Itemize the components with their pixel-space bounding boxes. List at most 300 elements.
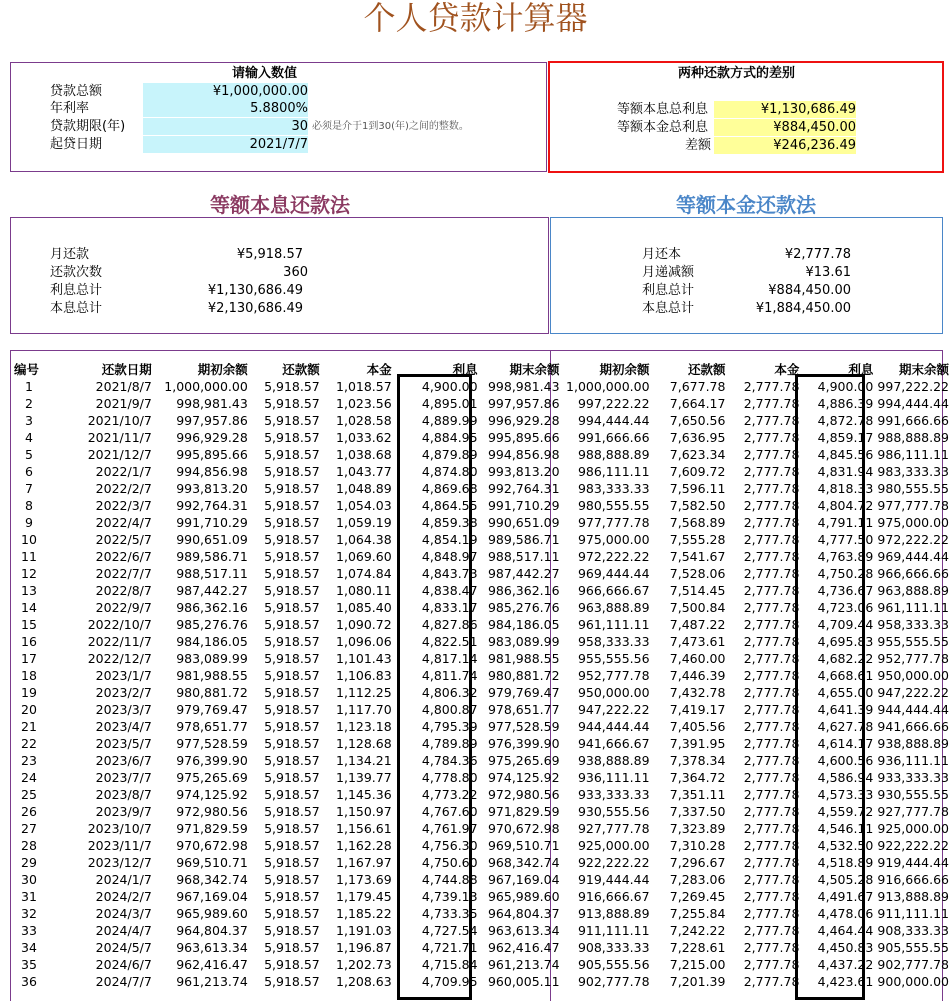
table-cell: 7,391.95 (669, 736, 726, 751)
table-cell: 941,666.67 (577, 736, 650, 751)
table-cell: 10 (21, 532, 37, 547)
table-cell: 2023/12/7 (87, 855, 152, 870)
table-cell: 2022/2/7 (95, 481, 152, 496)
table-cell: 968,342.74 (487, 855, 560, 870)
table-cell: 4,778.80 (421, 770, 478, 785)
monthly-payment-value: ¥5,918.57 (236, 247, 303, 262)
table-cell: 7,310.28 (669, 838, 726, 853)
table-cell: 7,405.56 (669, 719, 726, 734)
table-cell: 958,333.33 (877, 617, 949, 632)
table-cell: 983,333.33 (877, 464, 949, 479)
table-cell: 967,169.04 (487, 872, 560, 887)
input-heading: 请输入数值 (232, 66, 298, 81)
table-cell: 4,682.22 (817, 651, 874, 666)
page-title: 个人贷款计算器 (363, 0, 588, 37)
table-cell: 2023/6/7 (95, 753, 152, 768)
table-cell: 4,478.06 (817, 906, 874, 921)
table-cell: 988,517.11 (487, 549, 560, 564)
table-cell: 4,822.51 (421, 634, 478, 649)
table-cell: 2 (25, 396, 33, 411)
table-cell: 7,255.84 (669, 906, 726, 921)
table-cell: 4,464.44 (817, 923, 874, 938)
table-cell: 992,764.31 (487, 481, 560, 496)
table-cell: 4,532.50 (817, 838, 874, 853)
table-cell: 1,000,000.00 (164, 379, 248, 394)
table-cell: 2,777.78 (743, 889, 800, 904)
table-cell: 4,423.61 (817, 974, 874, 989)
table-cell: 969,444.44 (577, 566, 650, 581)
table-cell: 1,167.97 (336, 855, 392, 870)
table-cell: 1,074.84 (336, 566, 392, 581)
table-cell: 944,444.44 (877, 702, 949, 717)
table-cell: 2,777.78 (743, 379, 800, 394)
table-cell: 4,763.89 (817, 549, 874, 564)
table-cell: 5,918.57 (264, 838, 320, 853)
table-cell: 12 (21, 566, 37, 581)
table-cell: 7,500.84 (669, 600, 726, 615)
table-cell: 4,744.88 (421, 872, 478, 887)
table-cell: 5,918.57 (264, 498, 320, 513)
table-cell: 2,777.78 (743, 549, 800, 564)
table-cell: 972,980.56 (176, 804, 248, 819)
equal-installment-interest-label: 等额本息总利息 (617, 102, 709, 117)
table-cell: 1,185.22 (336, 906, 392, 921)
table-cell: 22 (21, 736, 37, 751)
table-cell: 998,981.43 (176, 396, 248, 411)
table-cell: 4,586.94 (817, 770, 874, 785)
table-cell: 4,627.78 (817, 719, 874, 734)
equal-principal-title: 等额本金还款法 (676, 193, 816, 217)
table-cell: 1,101.43 (336, 651, 392, 666)
table-cell: 991,710.29 (487, 498, 560, 513)
table-cell: 975,265.69 (487, 753, 560, 768)
table-cell: 991,666.66 (577, 430, 650, 445)
table-cell: 2023/3/7 (95, 702, 152, 717)
loan-amount-field[interactable]: ¥1,000,000.00 (143, 83, 308, 100)
monthly-principal-value: ¥2,777.78 (784, 247, 851, 262)
table-cell: 1,018.57 (336, 379, 392, 394)
table-cell: 1,000,000.00 (566, 379, 650, 394)
table-cell: 4,864.55 (421, 498, 478, 513)
table-cell: 978,651.77 (487, 702, 560, 717)
table-cell: 972,222.22 (577, 549, 650, 564)
table-cell: 2,777.78 (743, 566, 800, 581)
table-cell: 4,736.67 (817, 583, 874, 598)
table-cell: 911,111.11 (577, 923, 650, 938)
table-cell: 7,296.67 (669, 855, 726, 870)
table-cell: 984,186.05 (487, 617, 560, 632)
table-cell: 922,222.22 (877, 838, 949, 853)
table-cell: 2023/7/7 (95, 770, 152, 785)
table-cell: 4,773.22 (421, 787, 478, 802)
table-cell: 1,145.36 (336, 787, 392, 802)
table-cell: 974,125.92 (487, 770, 560, 785)
table-cell: 976,399.90 (176, 753, 248, 768)
table-cell: 908,333.33 (577, 940, 650, 955)
table-cell: 947,222.22 (877, 685, 949, 700)
table-cell: 911,111.11 (877, 906, 949, 921)
table-cell: 971,829.59 (487, 804, 560, 819)
table-cell: 2023/8/7 (95, 787, 152, 802)
table-cell: 2,777.78 (743, 583, 800, 598)
table-cell: 4,811.74 (421, 668, 478, 683)
table-cell: 1,162.28 (336, 838, 392, 853)
table-cell: 950,000.00 (577, 685, 650, 700)
table-cell: 4,886.39 (817, 396, 874, 411)
table-cell: 4,784.36 (421, 753, 478, 768)
table-cell: 980,881.72 (487, 668, 560, 683)
table-cell: 4,843.73 (421, 566, 478, 581)
table-cell: 975,265.69 (176, 770, 248, 785)
table-cell: 1,023.56 (336, 396, 392, 411)
table-cell: 1 (25, 379, 33, 394)
table-cell: 991,710.29 (176, 515, 248, 530)
loan-term-field[interactable]: 30 (143, 118, 308, 135)
payment-count-label: 还款次数 (50, 265, 103, 280)
table-cell: 5,918.57 (264, 719, 320, 734)
table-cell: 8 (25, 498, 33, 513)
column-header: 利息 (848, 362, 874, 377)
table-cell: 2022/4/7 (95, 515, 152, 530)
table-cell: 989,586.71 (487, 532, 560, 547)
table-cell: 1,085.40 (336, 600, 392, 615)
table-cell: 983,089.99 (487, 634, 560, 649)
column-header: 还款日期 (101, 362, 152, 377)
table-cell: 4,800.87 (421, 702, 478, 717)
table-cell: 7,201.39 (669, 974, 726, 989)
monthly-decrease-label: 月递减额 (642, 265, 695, 280)
table-cell: 4,756.30 (421, 838, 478, 853)
table-cell: 963,613.34 (487, 923, 560, 938)
table-cell: 2,777.78 (743, 719, 800, 734)
table-cell: 983,089.99 (176, 651, 248, 666)
table-cell: 4,573.33 (817, 787, 874, 802)
table-cell: 1,150.97 (336, 804, 392, 819)
table-cell: 7,337.50 (669, 804, 726, 819)
table-cell: 980,555.55 (577, 498, 650, 513)
table-cell: 980,555.55 (877, 481, 949, 496)
table-cell: 992,764.31 (176, 498, 248, 513)
table-cell: 2,777.78 (743, 923, 800, 938)
table-cell: 5,918.57 (264, 872, 320, 887)
table-cell: 4,709.95 (421, 974, 478, 989)
table-cell: 988,517.11 (176, 566, 248, 581)
table-cell: 4,806.32 (421, 685, 478, 700)
table-cell: 3 (25, 413, 33, 428)
table-cell: 24 (21, 770, 37, 785)
table-cell: 913,888.89 (877, 889, 949, 904)
table-cell: 1,064.38 (336, 532, 392, 547)
table-cell: 7,677.78 (669, 379, 726, 394)
interest-column-highlight-right (795, 374, 865, 1000)
table-cell: 9 (25, 515, 33, 530)
table-cell: 4,668.61 (817, 668, 874, 683)
table-cell: 979,769.47 (176, 702, 248, 717)
column-header: 本金 (366, 362, 392, 377)
monthly-principal-label: 月还本 (642, 247, 682, 262)
table-cell: 963,613.34 (176, 940, 248, 955)
table-cell: 994,856.98 (487, 447, 560, 462)
table-cell: 916,666.67 (577, 889, 650, 904)
table-cell: 900,000.00 (877, 974, 949, 989)
equal-installment-interest-value: ¥1,130,686.49 (714, 101, 856, 118)
table-cell: 916,666.66 (877, 872, 949, 887)
difference-label: 差额 (685, 138, 712, 153)
table-cell: 27 (21, 821, 37, 836)
table-cell: 1,048.89 (336, 481, 392, 496)
table-cell: 985,276.76 (176, 617, 248, 632)
table-cell: 984,186.05 (176, 634, 248, 649)
table-cell: 969,444.44 (877, 549, 949, 564)
table-cell: 31 (21, 889, 37, 904)
table-cell: 997,222.22 (877, 379, 949, 394)
table-cell: 15 (21, 617, 37, 632)
table-cell: 4,845.56 (817, 447, 874, 462)
table-cell: 2,777.78 (743, 600, 800, 615)
table-cell: 970,672.98 (176, 838, 248, 853)
table-cell: 4,879.89 (421, 447, 478, 462)
table-cell: 989,586.71 (176, 549, 248, 564)
table-cell: 981,988.55 (176, 668, 248, 683)
table-cell: 2021/12/7 (87, 447, 152, 462)
table-cell: 2024/7/7 (95, 974, 152, 989)
table-cell: 30 (21, 872, 37, 887)
table-cell: 990,651.09 (487, 515, 560, 530)
table-cell: 2,777.78 (743, 481, 800, 496)
table-cell: 7,541.67 (669, 549, 726, 564)
table-cell: 1,033.62 (336, 430, 392, 445)
table-cell: 986,362.16 (487, 583, 560, 598)
table-cell: 4,709.44 (817, 617, 874, 632)
table-cell: 1,054.03 (336, 498, 392, 513)
table-cell: 961,111.11 (877, 600, 949, 615)
table-cell: 2022/12/7 (87, 651, 152, 666)
table-cell: 981,988.55 (487, 651, 560, 666)
table-cell: 4,874.80 (421, 464, 478, 479)
table-cell: 7,351.11 (669, 787, 726, 802)
table-cell: 7,432.78 (669, 685, 726, 700)
table-cell: 5 (25, 447, 33, 462)
table-cell: 7,528.06 (669, 566, 726, 581)
table-cell: 5,918.57 (264, 787, 320, 802)
table-cell: 1,106.83 (336, 668, 392, 683)
table-cell: 7,446.39 (669, 668, 726, 683)
table-cell: 994,444.44 (877, 396, 949, 411)
table-cell: 5,918.57 (264, 447, 320, 462)
right-total-interest-label: 利息总计 (642, 283, 695, 298)
table-cell: 5,918.57 (264, 617, 320, 632)
table-cell: 2,777.78 (743, 430, 800, 445)
table-cell: 4,859.38 (421, 515, 478, 530)
table-cell: 972,980.56 (487, 787, 560, 802)
table-cell: 4,518.89 (817, 855, 874, 870)
right-total-sum-label: 本息总计 (642, 301, 695, 316)
table-cell: 5,918.57 (264, 549, 320, 564)
table-cell: 7,664.17 (669, 396, 726, 411)
table-cell: 5,918.57 (264, 396, 320, 411)
table-cell: 17 (21, 651, 37, 666)
table-cell: 2023/5/7 (95, 736, 152, 751)
table-cell: 4,559.72 (817, 804, 874, 819)
table-cell: 1,134.21 (336, 753, 392, 768)
loan-amount-label: 贷款总额 (50, 84, 103, 99)
table-cell: 961,213.74 (487, 957, 560, 972)
table-cell: 2024/4/7 (95, 923, 152, 938)
table-cell: 4,895.01 (421, 396, 478, 411)
table-cell: 1,080.11 (336, 583, 392, 598)
table-cell: 5,918.57 (264, 634, 320, 649)
table-cell: 919,444.44 (877, 855, 949, 870)
table-cell: 952,777.78 (877, 651, 949, 666)
table-cell: 1,123.18 (336, 719, 392, 734)
table-cell: 7,650.56 (669, 413, 726, 428)
table-cell: 7,269.45 (669, 889, 726, 904)
table-cell: 987,442.27 (487, 566, 560, 581)
table-cell: 2,777.78 (743, 617, 800, 632)
table-cell: 5,918.57 (264, 889, 320, 904)
table-cell: 962,416.47 (487, 940, 560, 955)
table-cell: 4 (25, 430, 33, 445)
table-cell: 975,000.00 (877, 515, 949, 530)
table-cell: 7,596.11 (669, 481, 726, 496)
table-cell: 919,444.44 (577, 872, 650, 887)
table-cell: 7,636.95 (669, 430, 726, 445)
table-cell: 5,918.57 (264, 668, 320, 683)
table-cell: 970,672.98 (487, 821, 560, 836)
table-cell: 2023/9/7 (95, 804, 152, 819)
table-cell: 995,895.66 (487, 430, 560, 445)
table-cell: 5,918.57 (264, 753, 320, 768)
table-cell: 902,777.78 (577, 974, 650, 989)
table-cell: 997,957.86 (176, 413, 248, 428)
loan-term-label: 贷款期限(年) (50, 119, 126, 134)
table-cell: 964,804.37 (487, 906, 560, 921)
table-cell: 995,895.66 (176, 447, 248, 462)
table-cell: 958,333.33 (577, 634, 650, 649)
table-cell: 2022/11/7 (87, 634, 152, 649)
table-cell: 5,918.57 (264, 379, 320, 394)
table-cell: 955,555.55 (877, 634, 949, 649)
table-cell: 2023/10/7 (87, 821, 152, 836)
table-cell: 4,817.14 (421, 651, 478, 666)
table-cell: 1,179.45 (336, 889, 392, 904)
table-cell: 925,000.00 (577, 838, 650, 853)
table-cell: 5,918.57 (264, 413, 320, 428)
column-header: 期末余额 (898, 362, 949, 377)
table-cell: 4,777.50 (817, 532, 874, 547)
monthly-payment-label: 月还款 (50, 247, 90, 262)
table-cell: 936,111.11 (577, 770, 650, 785)
table-cell: 5,918.57 (264, 736, 320, 751)
table-cell: 4,838.47 (421, 583, 478, 598)
table-cell: 4,767.60 (421, 804, 478, 819)
table-cell: 990,651.09 (176, 532, 248, 547)
table-cell: 2023/4/7 (95, 719, 152, 734)
table-cell: 7,242.22 (669, 923, 726, 938)
table-cell: 963,888.89 (577, 600, 650, 615)
table-cell: 4,761.97 (421, 821, 478, 836)
table-cell: 963,888.89 (877, 583, 949, 598)
table-cell: 7,215.00 (669, 957, 726, 972)
table-cell: 2,777.78 (743, 668, 800, 683)
table-cell: 905,555.55 (877, 940, 949, 955)
table-cell: 927,777.78 (577, 821, 650, 836)
table-cell: 16 (21, 634, 37, 649)
table-cell: 933,333.33 (577, 787, 650, 802)
table-cell: 2024/2/7 (95, 889, 152, 904)
table-cell: 4,600.56 (817, 753, 874, 768)
table-cell: 14 (21, 600, 37, 615)
interest-rate-field[interactable]: 5.8800% (143, 100, 308, 117)
table-cell: 2,777.78 (743, 787, 800, 802)
table-cell: 4,450.83 (817, 940, 874, 955)
start-date-field[interactable]: 2021/7/7 (143, 136, 308, 153)
column-header: 利息 (452, 362, 478, 377)
table-cell: 7,555.28 (669, 532, 726, 547)
table-cell: 2,777.78 (743, 634, 800, 649)
table-cell: 2,777.78 (743, 804, 800, 819)
table-cell: 7,378.34 (669, 753, 726, 768)
left-total-interest-value: ¥1,130,686.49 (207, 283, 303, 298)
table-cell: 5,918.57 (264, 957, 320, 972)
table-cell: 7,419.17 (669, 702, 726, 717)
table-cell: 1,196.87 (336, 940, 392, 955)
table-cell: 5,918.57 (264, 532, 320, 547)
table-cell: 936,111.11 (877, 753, 949, 768)
table-cell: 1,028.58 (336, 413, 392, 428)
table-cell: 4,804.72 (817, 498, 874, 513)
table-cell: 986,111.11 (577, 464, 650, 479)
table-cell: 994,856.98 (176, 464, 248, 479)
table-cell: 988,888.89 (877, 430, 949, 445)
column-header: 期初余额 (599, 362, 650, 377)
table-cell: 7,609.72 (669, 464, 726, 479)
table-cell: 4,854.19 (421, 532, 478, 547)
table-cell: 922,222.22 (577, 855, 650, 870)
table-cell: 1,128.68 (336, 736, 392, 751)
table-cell: 1,191.03 (336, 923, 392, 938)
table-cell: 5,918.57 (264, 583, 320, 598)
table-cell: 2,777.78 (743, 770, 800, 785)
table-cell: 4,789.89 (421, 736, 478, 751)
table-cell: 952,777.78 (577, 668, 650, 683)
table-cell: 983,333.33 (577, 481, 650, 496)
table-cell: 4,723.06 (817, 600, 874, 615)
table-cell: 2022/7/7 (95, 566, 152, 581)
table-cell: 967,169.04 (176, 889, 248, 904)
right-total-interest-value: ¥884,450.00 (768, 283, 851, 298)
table-cell: 1,059.19 (336, 515, 392, 530)
table-cell: 32 (21, 906, 37, 921)
table-cell: 5,918.57 (264, 821, 320, 836)
table-cell: 2021/8/7 (95, 379, 152, 394)
table-cell: 2022/1/7 (95, 464, 152, 479)
table-cell: 7,228.61 (669, 940, 726, 955)
table-cell: 997,222.22 (577, 396, 650, 411)
table-cell: 5,918.57 (264, 974, 320, 989)
column-header: 本金 (774, 362, 800, 377)
table-cell: 36 (21, 974, 37, 989)
table-cell: 4,437.22 (817, 957, 874, 972)
table-cell: 7,487.22 (669, 617, 726, 632)
table-cell: 2024/5/7 (95, 940, 152, 955)
equal-principal-interest-label: 等额本金总利息 (617, 120, 709, 135)
table-cell: 913,888.89 (577, 906, 650, 921)
table-cell: 4,715.84 (421, 957, 478, 972)
table-cell: 35 (21, 957, 37, 972)
table-cell: 5,918.57 (264, 566, 320, 581)
table-cell: 11 (21, 549, 37, 564)
